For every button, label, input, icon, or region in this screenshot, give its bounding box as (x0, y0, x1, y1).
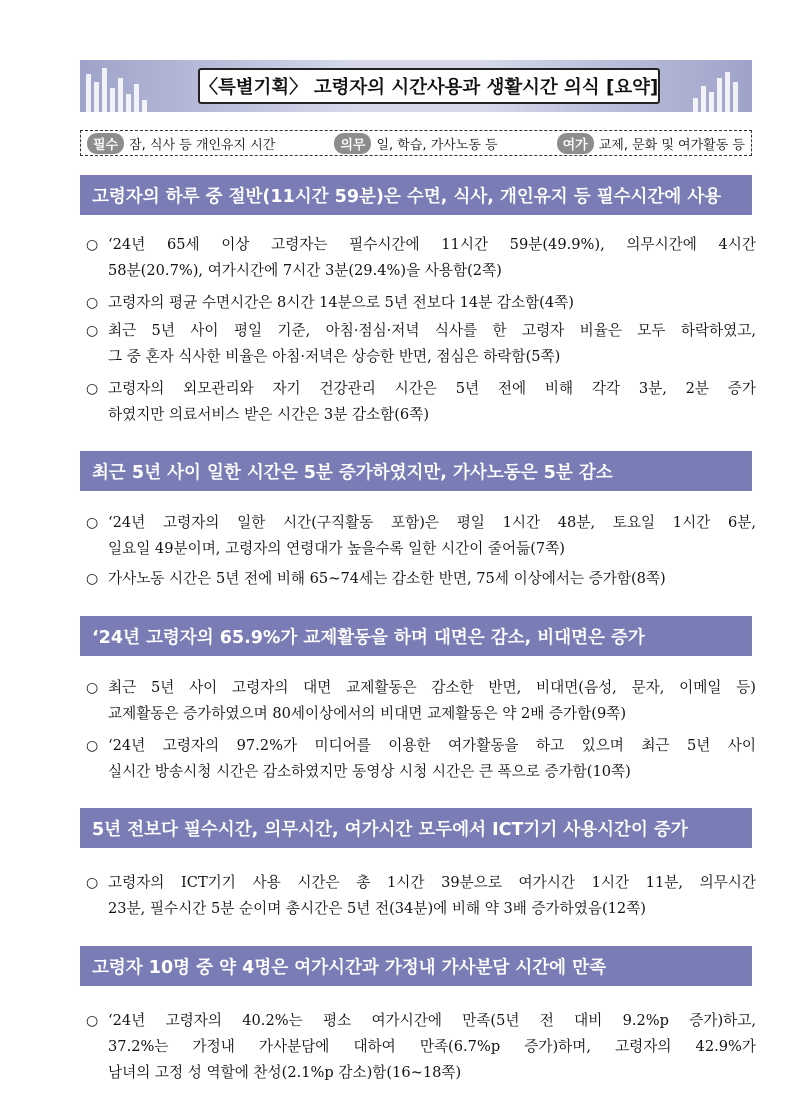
summary-bullet (80, 376, 756, 428)
bullet-line: 고령자의 외모관리와 자기 건강관리 시간은 5년 전에 비해 각각 3분, 2분 증가 (108, 380, 756, 397)
bullet-circle-icon: ○ (86, 571, 99, 587)
bullet-circle-icon: ○ (86, 738, 99, 754)
bullet-line: 교제활동은 증가하였으며 80세이상에서의 비대면 교제활동은 약 2배 증가함(9쪽) (108, 705, 627, 722)
bullet-line: 일요일 49분이며, 고령자의 연령대가 높을수록 일한 시간이 줄어듦(7쪽) (108, 540, 565, 557)
summary-bullet (80, 510, 756, 562)
bullet-circle-icon: ○ (86, 295, 99, 311)
bullet-circle-icon: ○ (86, 1013, 99, 1029)
decorative-bars-right (693, 72, 738, 112)
legend-text: 교제, 문화 및 여가활동 등 (598, 137, 745, 153)
summary-bullet (80, 232, 756, 284)
bullet-line: 고령자의 평균 수면시간은 8시간 14분으로 5년 전보다 14분 감소함(4쪽) (108, 294, 574, 311)
bullet-circle-icon: ○ (86, 237, 99, 253)
legend-item-obligatory (334, 133, 497, 154)
bullet-circle-icon: ○ (86, 515, 99, 531)
section-header: 5년 전보다 필수시간, 의무시간, 여가시간 모두에서 ICT기기 사용시간이 증가 (80, 808, 752, 848)
bullet-line: ‘24년 고령자의 40.2%는 평소 여가시간에 만족(5년 전 대비 9.2%p 증가)하고, (108, 1012, 756, 1029)
bullet-circle-icon: ○ (86, 875, 99, 891)
bullet-line: 23분, 필수시간 5분 순이며 총시간은 5년 전(34분)에 비해 약 3배 증가하였음(12쪽) (108, 900, 647, 917)
legend-item-leisure (557, 133, 745, 154)
summary-bullet (80, 318, 756, 370)
summary-bullet (80, 1008, 756, 1086)
bullet-circle-icon: ○ (86, 323, 99, 339)
bullet-line: 37.2%는 가정내 가사분담에 대하여 만족(6.7%p 증가)하며, 고령자의 42.9%가 (108, 1038, 756, 1055)
bullet-line: ‘24년 고령자의 97.2%가 미디어를 이용한 여가활동을 하고 있으며 최근 5년 사이 (108, 737, 756, 754)
summary-bullet (80, 566, 756, 592)
legend-tag: 여가 (557, 133, 594, 154)
bullet-circle-icon: ○ (86, 680, 99, 696)
section-header: 최근 5년 사이 일한 시간은 5분 증가하였지만, 가사노동은 5분 감소 (80, 451, 752, 491)
page-title: 〈특별기획〉 고령자의 시간사용과 생활시간 의식 [요약] (198, 68, 660, 104)
bullet-line: 가사노동 시간은 5년 전에 비해 65~74세는 감소한 반면, 75세 이상에서는 증가함(8쪽) (108, 570, 666, 587)
bullet-line: 최근 5년 사이 평일 기준, 아침·점심·저녁 식사를 한 고령자 비율은 모두 하락하였고, (108, 322, 756, 339)
legend-tag: 의무 (334, 133, 371, 154)
title-banner (80, 60, 752, 112)
bullet-line: 그 중 혼자 식사한 비율은 아침·저녁은 상승한 반면, 점심은 하락함(5쪽) (108, 348, 561, 365)
bullet-line: 남녀의 고정 성 역할에 찬성(2.1%p 감소)함(16~18쪽) (108, 1064, 462, 1081)
legend-item-essential (87, 133, 275, 154)
bullet-circle-icon: ○ (86, 381, 99, 397)
summary-bullet (80, 675, 756, 727)
section-header: ‘24년 고령자의 65.9%가 교제활동을 하며 대면은 감소, 비대면은 증가 (80, 616, 752, 656)
time-category-legend (80, 130, 752, 156)
bullet-line: 58분(20.7%), 여가시간에 7시간 3분(29.4%)을 사용함(2쪽) (108, 262, 502, 279)
bullet-line: ‘24년 65세 이상 고령자는 필수시간에 11시간 59분(49.9%), 의무시간에 4시간 (108, 236, 756, 253)
summary-bullet (80, 290, 756, 316)
section-header: 고령자의 하루 중 절반(11시간 59분)은 수면, 식사, 개인유지 등 필수시간에 사용 (80, 175, 752, 215)
bullet-line: ‘24년 고령자의 일한 시간(구직활동 포함)은 평일 1시간 48분, 토요일 1시간 6분, (108, 514, 756, 531)
legend-tag: 필수 (87, 133, 124, 154)
bullet-line: 실시간 방송시청 시간은 감소하였지만 동영상 시청 시간은 큰 폭으로 증가함(10쪽) (108, 763, 631, 780)
bullet-line: 고령자의 ICT기기 사용 시간은 총 1시간 39분으로 여가시간 1시간 11분, 의무시간 (108, 874, 756, 891)
section-header: 고령자 10명 중 약 4명은 여가시간과 가정내 가사분담 시간에 만족 (80, 946, 752, 986)
summary-bullet (80, 733, 756, 785)
bullet-line: 최근 5년 사이 고령자의 대면 교제활동은 감소한 반면, 비대면(음성, 문자, 이메일 등) (108, 679, 756, 696)
bullet-line: 하였지만 의료서비스 받은 시간은 3분 감소함(6쪽) (108, 406, 430, 423)
summary-bullet (80, 870, 756, 922)
legend-text: 잠, 식사 등 개인유지 시간 (129, 137, 276, 153)
decorative-bars-left (86, 68, 147, 112)
legend-text: 일, 학습, 가사노동 등 (376, 137, 498, 153)
